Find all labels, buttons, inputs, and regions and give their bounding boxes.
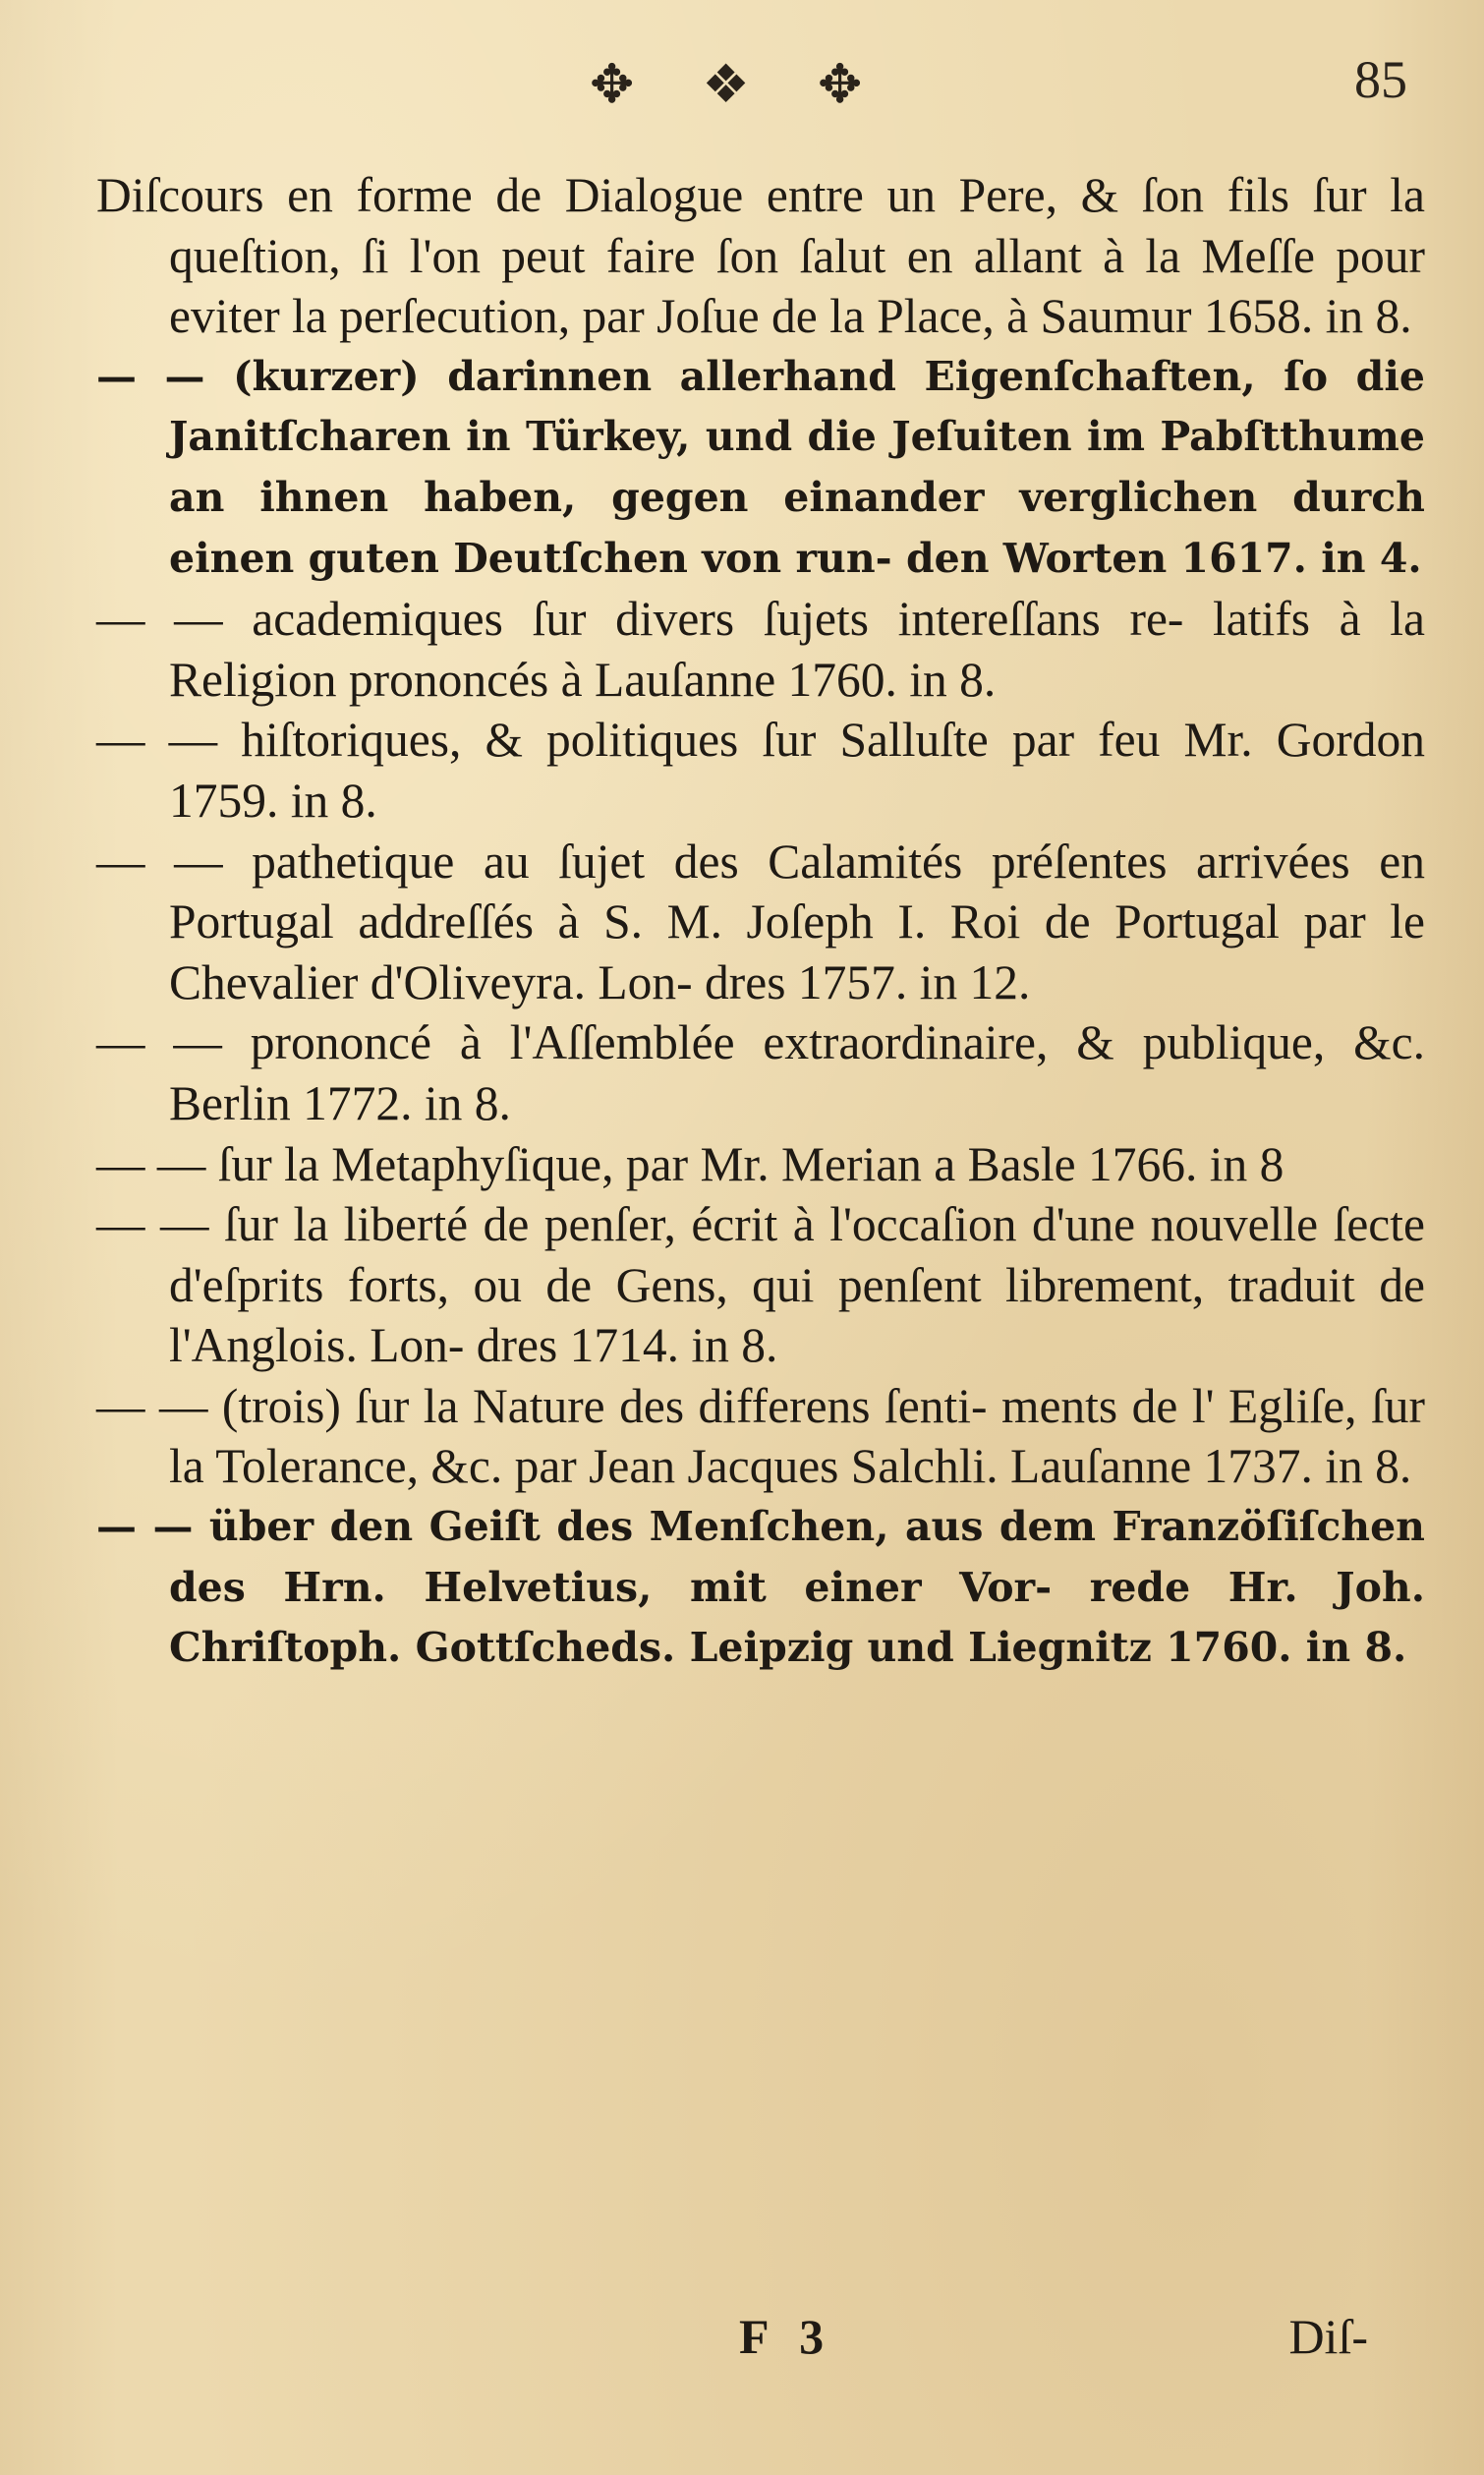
page-number: 85 (1354, 50, 1407, 109)
catchword: Diſ- (1288, 2309, 1368, 2364)
entry-pathetique-portugal: — — pathetique au ſujet des Calamités préſentes arrivées en Portugal addreſſés à S. M. Joſeph I. Roi de Portugal par le Chevalier d'Oliveyra. Lon- dres 1757. in 12. (96, 834, 1425, 1009)
entry-metaphysique-merian: — — ſur la Metaphyſique, par Mr. Merian a Basle 1766. in 8 (96, 1136, 1284, 1191)
entry-trois-eglise: — — (trois) ſur la Nature des differens ſenti- ments de l' Egliſe, ſur la Tolerance, &c. par Jean Jacques Salchli. Lauſanne 1737. in 8. (96, 1378, 1425, 1494)
header-ornament: ✥ ❖ ✥ (590, 53, 888, 115)
entry-kurzer-janitscharen: — — (kurzer) darinnen allerhand Eigenſchaften, ſo die Janitſcharen in Türkey, und die Jeſuiten im Pabſtthume an ihnen haben, gegen einander verglichen durch einen guten Deutſchen von run- den Worten 1617. in 4. (96, 352, 1425, 582)
entry-historiques-salluste: — — hiſtoriques, & politiques ſur Salluſte par feu Mr. Gordon 1759. in 8. (96, 713, 1425, 828)
entry-academiques: — — academiques ſur divers ſujets intereſſans re- latifs à la Religion prononcés à Lauſanne 1760. in 8. (96, 592, 1425, 707)
entry-prononce-berlin: — — prononcé à l'Aſſemblée extraordinaire, & publique, &c. Berlin 1772. in 8. (96, 1015, 1425, 1130)
entry-geist-menschen: — — über den Geiſt des Menſchen, aus dem Franzöſiſchen des Hrn. Helvetius, mit einer Vor- rede Hr. Joh. Chriſtoph. Gottſcheds. Leipzig und Liegnitz 1760. in 8. (96, 1503, 1425, 1672)
page-footer (0, 2308, 1484, 2387)
entry-discours-dialogue: Diſcours en forme de Dialogue entre un Pere, & ſon fils ſur la queſtion, ſi l'on peut faire ſon ſalut en allant à la Meſſe pour eviter la perſecution, par Joſue de la Place, à Saumur 1658. in 8. (96, 168, 1425, 344)
page-header (0, 47, 1484, 126)
bibliography-entries (96, 165, 1425, 1679)
signature-mark: F 3 (739, 2309, 834, 2364)
entry-liberte-penser: — — ſur la liberté de penſer, écrit à l'occaſion d'une nouvelle ſecte d'eſprits forts, ou de Gens, qui penſent librement, traduit de l'Anglois. Lon- dres 1714. in 8. (96, 1197, 1425, 1373)
